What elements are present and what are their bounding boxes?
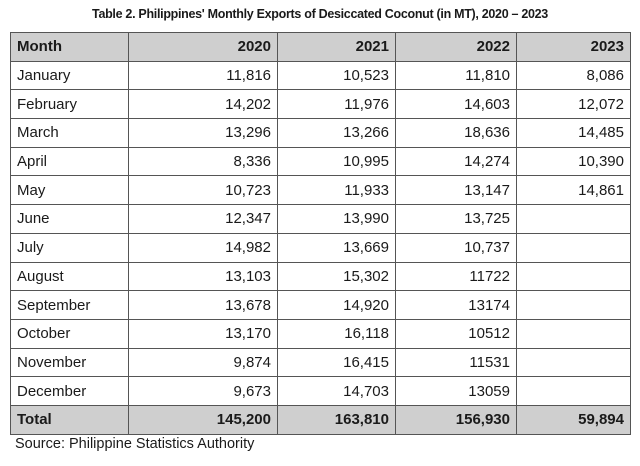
cell-2021: 15,302 (278, 262, 396, 291)
cell-month: April (11, 147, 129, 176)
cell-month: September (11, 291, 129, 320)
cell-2023 (517, 291, 631, 320)
cell-2023: 12,072 (517, 90, 631, 119)
cell-2022: 18,636 (396, 119, 517, 148)
cell-2022: 10512 (396, 319, 517, 348)
column-header-2023: 2023 (517, 33, 631, 62)
cell-2023 (517, 262, 631, 291)
cell-2022: 13,147 (396, 176, 517, 205)
cell-2021: 13,990 (278, 205, 396, 234)
cell-2021: 13,669 (278, 233, 396, 262)
cell-2020: 14,982 (129, 233, 278, 262)
cell-month: November (11, 348, 129, 377)
total-2022: 156,930 (396, 405, 517, 434)
table-row (11, 262, 631, 291)
cell-2023 (517, 205, 631, 234)
cell-2023 (517, 233, 631, 262)
cell-2023 (517, 348, 631, 377)
cell-2020: 13,170 (129, 319, 278, 348)
cell-month: January (11, 61, 129, 90)
cell-month: October (11, 319, 129, 348)
cell-2022: 11,810 (396, 61, 517, 90)
cell-2020: 9,874 (129, 348, 278, 377)
cell-2021: 10,523 (278, 61, 396, 90)
table-row (11, 205, 631, 234)
table-row (11, 348, 631, 377)
table-row (11, 147, 631, 176)
cell-2021: 14,703 (278, 377, 396, 406)
table-row (11, 319, 631, 348)
table-row (11, 119, 631, 148)
source-note: Source: Philippine Statistics Authority (15, 436, 255, 452)
total-label: Total (11, 405, 129, 434)
column-header-2021: 2021 (278, 33, 396, 62)
cell-month: August (11, 262, 129, 291)
cell-2021: 14,920 (278, 291, 396, 320)
cell-2023 (517, 377, 631, 406)
total-2020: 145,200 (129, 405, 278, 434)
column-header-month: Month (11, 33, 129, 62)
column-header-2020: 2020 (129, 33, 278, 62)
cell-2022: 13059 (396, 377, 517, 406)
cell-2021: 10,995 (278, 147, 396, 176)
cell-month: June (11, 205, 129, 234)
total-2021: 163,810 (278, 405, 396, 434)
cell-2021: 11,976 (278, 90, 396, 119)
cell-month: March (11, 119, 129, 148)
cell-2020: 12,347 (129, 205, 278, 234)
cell-2023: 14,861 (517, 176, 631, 205)
cell-2022: 11531 (396, 348, 517, 377)
cell-2020: 13,296 (129, 119, 278, 148)
cell-2020: 9,673 (129, 377, 278, 406)
cell-2023: 14,485 (517, 119, 631, 148)
exports-table (10, 32, 631, 435)
cell-2023 (517, 319, 631, 348)
cell-2022: 14,603 (396, 90, 517, 119)
column-header-2022: 2022 (396, 33, 517, 62)
cell-month: July (11, 233, 129, 262)
cell-2023: 10,390 (517, 147, 631, 176)
cell-2020: 13,678 (129, 291, 278, 320)
cell-2021: 13,266 (278, 119, 396, 148)
cell-2021: 16,118 (278, 319, 396, 348)
cell-2020: 10,723 (129, 176, 278, 205)
cell-2020: 14,202 (129, 90, 278, 119)
header-row (11, 33, 631, 62)
cell-2020: 8,336 (129, 147, 278, 176)
cell-2021: 11,933 (278, 176, 396, 205)
cell-month: December (11, 377, 129, 406)
cell-month: February (11, 90, 129, 119)
cell-2023: 8,086 (517, 61, 631, 90)
cell-2020: 11,816 (129, 61, 278, 90)
cell-2022: 14,274 (396, 147, 517, 176)
total-row (11, 405, 631, 434)
table-row (11, 291, 631, 320)
cell-2022: 10,737 (396, 233, 517, 262)
cell-2022: 13,725 (396, 205, 517, 234)
table-row (11, 377, 631, 406)
cell-2020: 13,103 (129, 262, 278, 291)
cell-2022: 11722 (396, 262, 517, 291)
cell-month: May (11, 176, 129, 205)
total-2023: 59,894 (517, 405, 631, 434)
table-row (11, 233, 631, 262)
table-title: Table 2. Philippines' Monthly Exports of Desiccated Coconut (in MT), 2020 – 2023 (92, 7, 548, 21)
table-row (11, 61, 631, 90)
cell-2022: 13174 (396, 291, 517, 320)
table-row (11, 176, 631, 205)
cell-2021: 16,415 (278, 348, 396, 377)
table-row (11, 90, 631, 119)
